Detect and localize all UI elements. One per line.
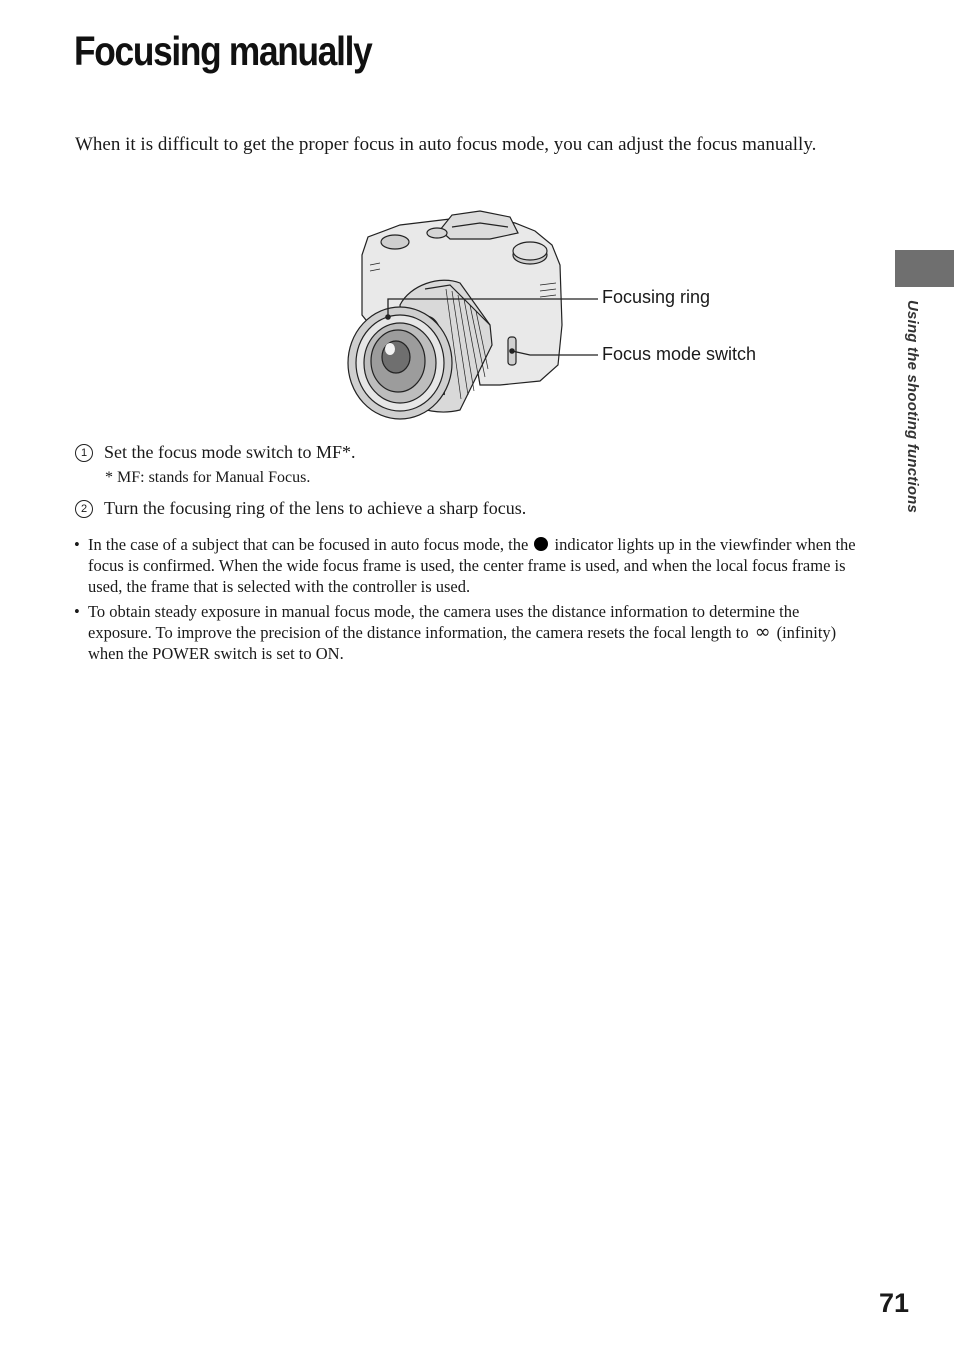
- bullet-icon: •: [74, 535, 80, 554]
- step-text: Set the focus mode switch to MF*.: [104, 442, 356, 462]
- intro-paragraph: When it is difficult to get the proper focus in auto focus mode, you can adjust the focus manually.: [75, 134, 817, 155]
- page-title: Focusing manually: [74, 28, 372, 74]
- step-1: [75, 441, 355, 463]
- bullet-icon: •: [74, 602, 80, 621]
- note-text: indicator lights up in the viewfinder when the focus is confirmed. When the wide focus frame is used, the center frame is used, and when the local focus frame is used, the frame that is selected with the controller is used.: [88, 535, 856, 596]
- notes-list: [74, 534, 864, 668]
- callout-focus-mode-switch: Focus mode switch: [602, 344, 757, 364]
- section-tab: [895, 250, 954, 287]
- note-text: To obtain steady exposure in manual focus mode, the camera uses the distance information to determine the exposure. To improve the precision of the distance information, the camera resets the focal length to: [88, 602, 800, 642]
- step-number: 2: [75, 500, 93, 518]
- step-2: [75, 497, 526, 519]
- section-label: Using the shooting functions: [904, 300, 921, 514]
- page-number: 71: [879, 1288, 910, 1318]
- step-number: 1: [75, 444, 93, 462]
- infinity-icon: ∞: [754, 621, 771, 643]
- note-item: [74, 534, 864, 597]
- note-text: (infinity) when the POWER switch is set to ON.: [88, 623, 837, 663]
- camera-illustration: [340, 205, 800, 420]
- footnote: * MF: stands for Manual Focus.: [105, 469, 311, 486]
- callout-focusing-ring: Focusing ring: [602, 287, 711, 307]
- step-text: Turn the focusing ring of the lens to achieve a sharp focus.: [104, 498, 527, 518]
- note-text: In the case of a subject that can be focused in auto focus mode, the: [88, 535, 529, 554]
- note-item: [74, 601, 864, 664]
- focus-indicator-icon: [534, 537, 548, 551]
- camera-figure: [340, 205, 800, 420]
